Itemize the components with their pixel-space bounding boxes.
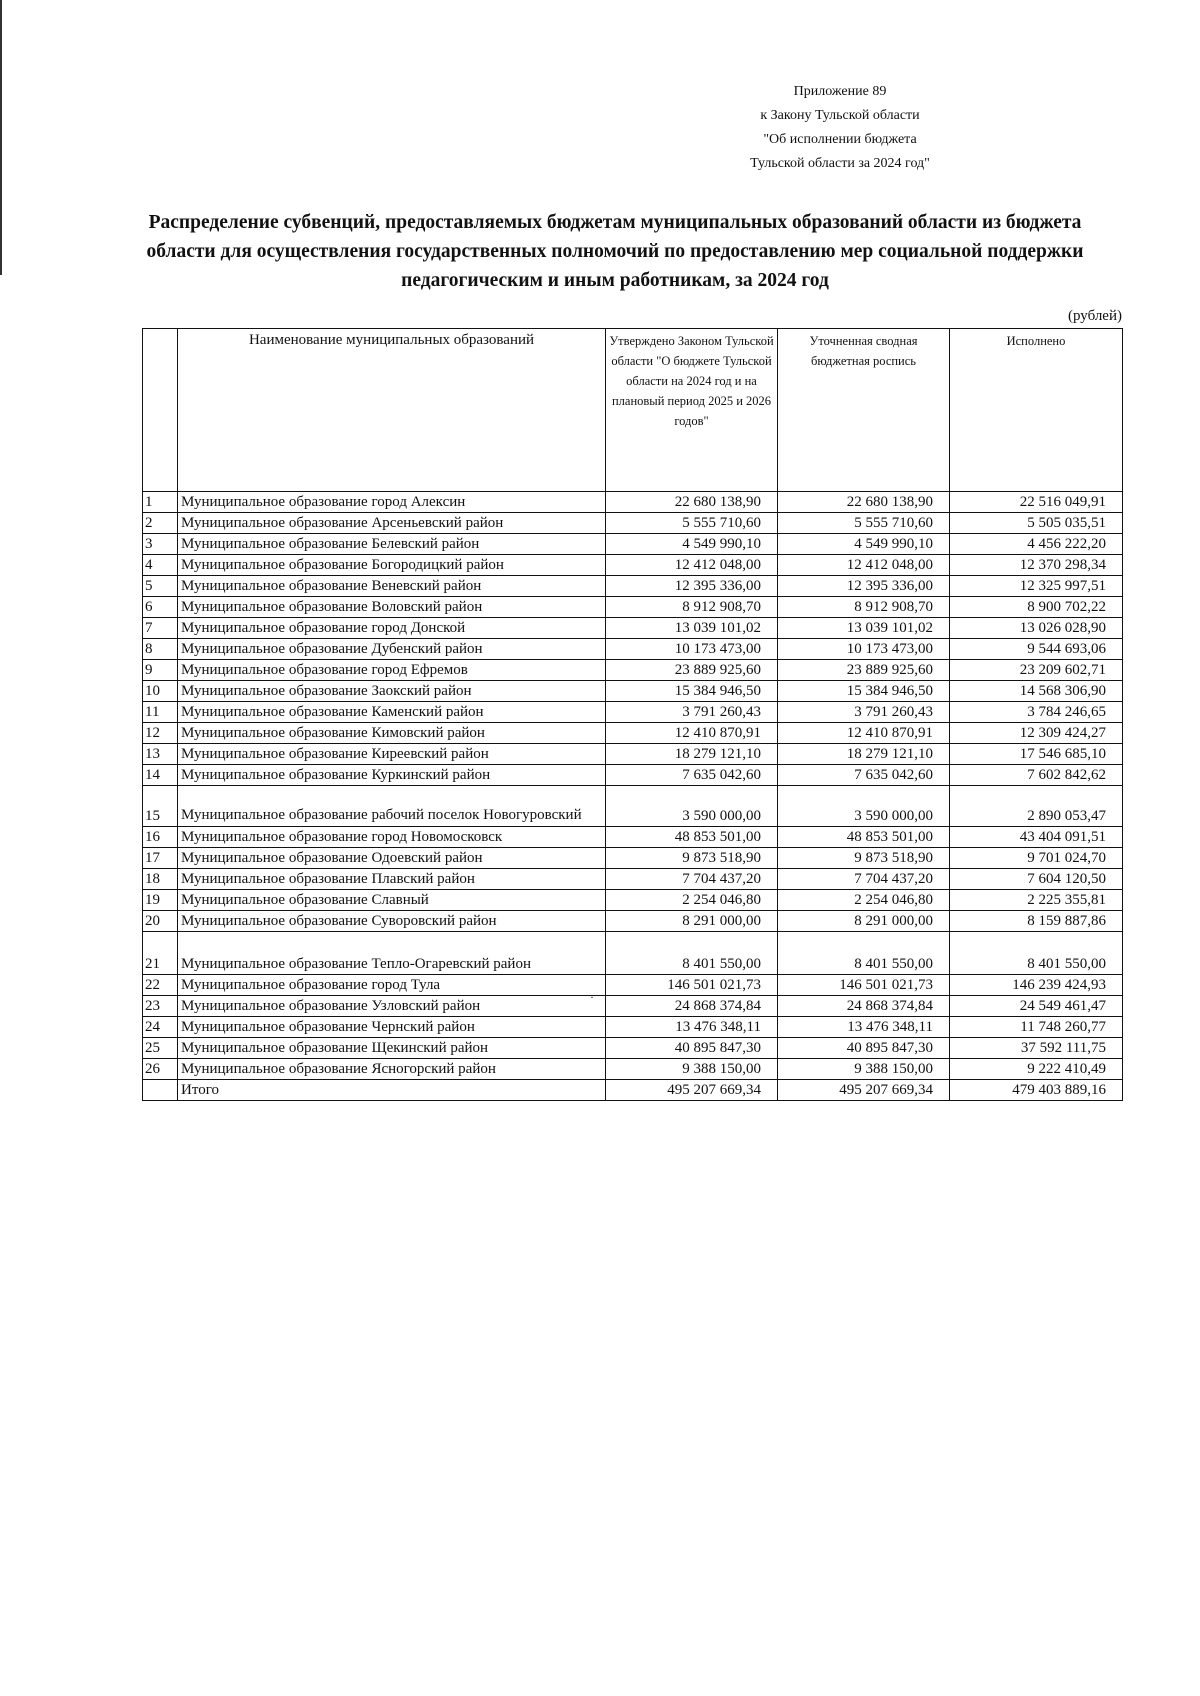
table-row [143,744,1123,765]
row-approved: 8 291 000,00 [606,911,778,932]
row-executed: 9 222 410,49 [950,1059,1123,1080]
row-executed: 2 890 053,47 [950,786,1123,827]
table-row [143,975,1123,996]
row-number: 12 [143,723,178,744]
row-executed: 4 456 222,20 [950,534,1123,555]
row-executed: 13 026 028,90 [950,618,1123,639]
units-label: (рублей) [1067,308,1122,324]
row-executed: 8 159 887,86 [950,911,1123,932]
row-number: 7 [143,618,178,639]
row-number: 26 [143,1059,178,1080]
row-refined: 4 549 990,10 [778,534,950,555]
row-refined: 15 384 946,50 [778,681,950,702]
row-number: 17 [143,848,178,869]
row-refined: 495 207 669,34 [778,1080,950,1101]
row-number [143,1080,178,1101]
table-row [143,827,1123,848]
row-name: Муниципальное образование Ясногорский район [178,1059,606,1080]
row-approved: 13 476 348,11 [606,1017,778,1038]
row-approved: 7 704 437,20 [606,869,778,890]
row-executed: 24 549 461,47 [950,996,1123,1017]
row-number: 24 [143,1017,178,1038]
table-row [143,702,1123,723]
row-number: 16 [143,827,178,848]
row-number: 19 [143,890,178,911]
row-refined: 9 873 518,90 [778,848,950,869]
row-executed: 7 602 842,62 [950,765,1123,786]
row-refined: 146 501 021,73 [778,975,950,996]
row-name: Муниципальное образование Каменский район [178,702,606,723]
appendix-line-1: Приложение 89 [793,84,887,99]
row-name: Муниципальное образование город Новомосковск [178,827,606,848]
table-row [143,492,1123,513]
row-name: Муниципальное образование Чернский район [178,1017,606,1038]
appendix-line-2: к Закону Тульской области [760,108,920,123]
row-number: 21 [143,932,178,975]
row-approved: 9 873 518,90 [606,848,778,869]
table-row [143,555,1123,576]
row-executed: 12 370 298,34 [950,555,1123,576]
row-name: Муниципальное образование Кимовский район [178,723,606,744]
row-number: 11 [143,702,178,723]
row-name: Итого [178,1080,606,1101]
row-executed: 9 544 693,06 [950,639,1123,660]
row-refined: 13 476 348,11 [778,1017,950,1038]
appendix-line-4: Тульской области за 2024 год" [750,156,930,171]
row-refined: 7 635 042,60 [778,765,950,786]
row-approved: 2 254 046,80 [606,890,778,911]
row-approved: 8 912 908,70 [606,597,778,618]
row-number: 2 [143,513,178,534]
table-row [143,786,1123,827]
row-executed: 37 592 111,75 [950,1038,1123,1059]
row-name: Муниципальное образование Богородицкий район [178,555,606,576]
header-refined: Уточненная сводная бюджетная роспись [778,329,950,492]
table-row [143,723,1123,744]
row-approved: 12 410 870,91 [606,723,778,744]
table-row [143,765,1123,786]
table-row [143,1038,1123,1059]
row-executed: 14 568 306,90 [950,681,1123,702]
header-name: Наименование муниципальных образований [178,329,606,492]
row-refined: 8 912 908,70 [778,597,950,618]
row-number: 4 [143,555,178,576]
row-refined: 3 590 000,00 [778,786,950,827]
row-approved: 10 173 473,00 [606,639,778,660]
row-refined: 5 555 710,60 [778,513,950,534]
row-executed: 8 401 550,00 [950,932,1123,975]
row-executed: 11 748 260,77 [950,1017,1123,1038]
row-refined: 12 395 336,00 [778,576,950,597]
row-name: Муниципальное образование Суворовский район [178,911,606,932]
row-approved: 22 680 138,90 [606,492,778,513]
table-row [143,618,1123,639]
row-executed: 2 225 355,81 [950,890,1123,911]
row-number: 22 [143,975,178,996]
header-num [143,329,178,492]
row-number: 18 [143,869,178,890]
row-refined: 2 254 046,80 [778,890,950,911]
row-name: Муниципальное образование Куркинский район [178,765,606,786]
row-refined: 18 279 121,10 [778,744,950,765]
row-executed: 5 505 035,51 [950,513,1123,534]
row-approved: 495 207 669,34 [606,1080,778,1101]
row-executed: 22 516 049,91 [950,492,1123,513]
row-executed: 12 309 424,27 [950,723,1123,744]
row-name: Муниципальное образование Плавский район [178,869,606,890]
row-number: 9 [143,660,178,681]
row-number: 14 [143,765,178,786]
table-header-row [143,329,1123,492]
row-approved: 7 635 042,60 [606,765,778,786]
document-title: Распределение субвенций, предоставляемых бюджетам муниципальных образований области из бюджета области для осуществления государственных полномочий по предоставлению мер социальной поддержки педагогическим и иным работникам, за 2024 год [146,212,1084,291]
row-name: Муниципальное образование Киреевский район [178,744,606,765]
row-approved: 18 279 121,10 [606,744,778,765]
row-refined: 12 410 870,91 [778,723,950,744]
header-approved: Утверждено Законом Тульской области "О бюджете Тульской области на 2024 год и на плановый период 2025 и 2026 годов" [606,329,778,492]
row-name: Муниципальное образование Воловский район [178,597,606,618]
row-approved: 15 384 946,50 [606,681,778,702]
row-approved: 8 401 550,00 [606,932,778,975]
row-executed: 146 239 424,93 [950,975,1123,996]
row-name: Муниципальное образование Дубенский район [178,639,606,660]
row-name: Муниципальное образование Одоевский район [178,848,606,869]
row-approved: 146 501 021,73 [606,975,778,996]
row-name: Муниципальное образование Заокский район [178,681,606,702]
table-row [143,996,1123,1017]
table-row [143,681,1123,702]
table-row [143,534,1123,555]
row-refined: 23 889 925,60 [778,660,950,681]
row-executed: 8 900 702,22 [950,597,1123,618]
row-name: Муниципальное образование Славный [178,890,606,911]
row-name: Муниципальное образование Щекинский район [178,1038,606,1059]
table-total-row [143,1080,1123,1101]
row-executed: 7 604 120,50 [950,869,1123,890]
row-refined: 24 868 374,84 [778,996,950,1017]
header-executed: Исполнено [950,329,1123,492]
row-number: 5 [143,576,178,597]
row-name: Муниципальное образование город Алексин [178,492,606,513]
table-row [143,890,1123,911]
row-refined: 40 895 847,30 [778,1038,950,1059]
row-executed: 17 546 685,10 [950,744,1123,765]
row-executed: 43 404 091,51 [950,827,1123,848]
row-name: Муниципальное образование город Тула [178,975,606,996]
row-refined: 13 039 101,02 [778,618,950,639]
row-name: Муниципальное образование Узловский район [178,996,606,1017]
row-approved: 24 868 374,84 [606,996,778,1017]
table-row [143,639,1123,660]
row-name: Муниципальное образование город Ефремов [178,660,606,681]
row-name: Муниципальное образование Белевский район [178,534,606,555]
row-refined: 48 853 501,00 [778,827,950,848]
table-row [143,1059,1123,1080]
row-number: 6 [143,597,178,618]
table-row [143,848,1123,869]
row-approved: 40 895 847,30 [606,1038,778,1059]
table-row [143,597,1123,618]
table-row [143,869,1123,890]
row-approved: 48 853 501,00 [606,827,778,848]
row-name: Муниципальное образование Арсеньевский район [178,513,606,534]
row-name: Муниципальное образование Веневский район [178,576,606,597]
row-number: 15 [143,786,178,827]
row-executed: 12 325 997,51 [950,576,1123,597]
appendix-header [690,80,990,176]
table-row [143,911,1123,932]
row-name: Муниципальное образование Тепло-Огаревский район [178,932,606,975]
row-number: 3 [143,534,178,555]
row-executed: 23 209 602,71 [950,660,1123,681]
row-approved: 13 039 101,02 [606,618,778,639]
table-row [143,513,1123,534]
row-executed: 9 701 024,70 [950,848,1123,869]
row-refined: 22 680 138,90 [778,492,950,513]
row-approved: 4 549 990,10 [606,534,778,555]
row-refined: 7 704 437,20 [778,869,950,890]
table-row [143,576,1123,597]
row-number: 20 [143,911,178,932]
row-name: Муниципальное образование рабочий поселок Новогуровский [178,786,606,827]
row-approved: 12 395 336,00 [606,576,778,597]
dot-mark: · [590,990,594,1004]
row-approved: 9 388 150,00 [606,1059,778,1080]
row-refined: 3 791 260,43 [778,702,950,723]
row-approved: 3 590 000,00 [606,786,778,827]
row-number: 25 [143,1038,178,1059]
row-refined: 9 388 150,00 [778,1059,950,1080]
row-number: 10 [143,681,178,702]
table-body [143,492,1123,1101]
table-row [143,1017,1123,1038]
row-approved: 5 555 710,60 [606,513,778,534]
row-number: 13 [143,744,178,765]
row-approved: 3 791 260,43 [606,702,778,723]
row-number: 1 [143,492,178,513]
table-row [143,932,1123,975]
row-approved: 12 412 048,00 [606,555,778,576]
row-refined: 8 401 550,00 [778,932,950,975]
row-approved: 23 889 925,60 [606,660,778,681]
row-number: 23 [143,996,178,1017]
row-executed: 3 784 246,65 [950,702,1123,723]
row-refined: 12 412 048,00 [778,555,950,576]
budget-table [142,328,1123,1101]
row-refined: 10 173 473,00 [778,639,950,660]
table-row [143,660,1123,681]
scan-edge-line [0,0,2,275]
row-number: 8 [143,639,178,660]
appendix-line-3: "Об исполнении бюджета [763,132,917,147]
row-refined: 8 291 000,00 [778,911,950,932]
row-executed: 479 403 889,16 [950,1080,1123,1101]
row-name: Муниципальное образование город Донской [178,618,606,639]
